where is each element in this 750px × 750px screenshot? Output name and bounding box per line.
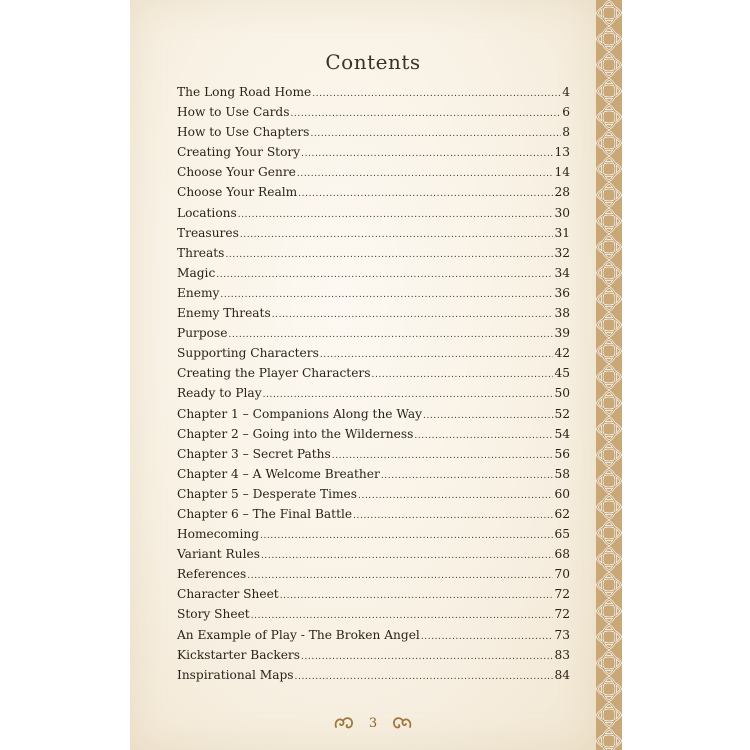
toc-entry[interactable] [177,363,570,383]
toc-entry-title: Character Sheet [177,587,279,602]
toc-entry-title: Chapter 2 – Going into the Wilderness [177,426,414,441]
toc-entry-page: 8 [562,125,570,140]
page-footer [130,715,616,731]
toc-entry[interactable] [177,544,570,564]
toc-dot-leader [312,84,561,104]
toc-entry[interactable] [177,645,570,665]
toc-entry-title: Homecoming [177,527,260,542]
toc-dot-leader [240,225,554,245]
toc-entry-page: 68 [554,547,570,562]
toc-dot-leader [301,144,553,164]
toc-dot-leader [298,184,553,204]
toc-entry-page: 34 [554,265,570,280]
toc-entry[interactable] [177,484,570,504]
toc-entry[interactable] [177,564,570,584]
toc-dot-leader [421,627,554,647]
toc-dot-leader [280,586,554,606]
toc-entry[interactable] [177,263,570,283]
toc-entry[interactable] [177,665,570,685]
page-title: Contents [325,50,421,74]
toc-entry[interactable] [177,625,570,645]
toc-entry-page: 60 [554,486,570,501]
toc-entry-title: Locations [177,205,237,220]
toc-entry-page: 83 [554,647,570,662]
toc-entry[interactable] [177,424,570,444]
toc-entry[interactable] [177,82,570,102]
toc-entry-title: Chapter 6 – The Final Battle [177,506,353,521]
toc-entry-page: 56 [554,446,570,461]
toc-entry-page: 42 [554,346,570,361]
toc-entry-title: Choose Your Realm [177,185,298,200]
toc-dot-leader [358,486,553,506]
toc-entry-page: 45 [554,366,570,381]
toc-dot-leader [372,365,554,385]
toc-dot-leader [260,526,553,546]
toc-dot-leader [247,566,553,586]
toc-dot-leader [381,466,554,486]
toc-entry-page: 4 [562,85,570,99]
toc-entry-title: Threats [177,245,225,260]
toc-entry[interactable] [177,243,570,263]
toc-entry-page: 31 [554,225,570,240]
toc-entry[interactable] [177,182,570,202]
toc-entry-title: Creating Your Story [177,145,301,160]
toc-entry-page: 28 [554,185,570,200]
toc-entry-page: 62 [554,506,570,521]
toc-entry-title: An Example of Play - The Broken Angel [177,627,420,642]
toc-entry-page: 6 [562,105,570,120]
toc-entry-title: Choose Your Genre [177,165,296,180]
toc-dot-leader [261,546,554,566]
toc-entry[interactable] [177,584,570,604]
toc-entry-page: 39 [554,326,570,341]
toc-entry-title: Creating the Player Characters [177,366,371,381]
toc-entry[interactable] [177,283,570,303]
toc-entry[interactable] [177,223,570,243]
toc-entry-title: Enemy Threats [177,306,271,321]
toc-entry-title: How to Use Cards [177,105,290,120]
toc-entry-page: 54 [554,426,570,441]
toc-entry-title: Ready to Play [177,386,262,401]
toc-entry-title: References [177,567,247,582]
toc-dot-leader [290,104,561,124]
toc-entry[interactable] [177,162,570,182]
toc-entry-title: Treasures [177,225,239,240]
toc-entry[interactable] [177,504,570,524]
scroll-ornament-left-icon [333,715,355,731]
toc-entry[interactable] [177,303,570,323]
toc-dot-leader [332,446,554,466]
toc-dot-leader [272,305,554,325]
toc-dot-leader [225,245,553,265]
toc-entry-title: Variant Rules [177,547,260,562]
toc-entry[interactable] [177,444,570,464]
toc-entry-page: 32 [554,245,570,260]
toc-entry-page: 58 [554,466,570,481]
toc-entry-title: Inspirational Maps [177,667,294,682]
toc-entry[interactable] [177,383,570,403]
toc-entry-page: 14 [554,165,570,180]
toc-entry-title: Enemy [177,285,220,300]
toc-dot-leader [423,406,553,426]
toc-dot-leader [320,345,554,365]
toc-entry[interactable] [177,524,570,544]
toc-dot-leader [310,124,561,144]
toc-entry-title: Kickstarter Backers [177,647,300,662]
toc-dot-leader [238,205,554,225]
toc-entry[interactable] [177,102,570,122]
toc-entry-title: Supporting Characters [177,346,319,361]
scroll-ornament-right-icon [391,715,413,731]
toc-entry-page: 38 [554,306,570,321]
toc-entry-page: 13 [554,145,570,160]
toc-entry[interactable] [177,464,570,484]
toc-entry-page: 52 [554,406,570,421]
toc-dot-leader [353,506,553,526]
toc-entry-title: Chapter 5 – Desperate Times [177,486,358,501]
celtic-knot-icon [596,0,622,750]
toc-entry-title: Story Sheet [177,607,250,622]
toc-entry-page: 70 [554,567,570,582]
toc-entry[interactable] [177,203,570,223]
toc-entry[interactable] [177,142,570,162]
toc-entry-title: Chapter 4 – A Welcome Breather [177,466,380,481]
toc-dot-leader [297,164,554,184]
toc-entry-page: 30 [554,205,570,220]
toc-entry-title: Chapter 1 – Companions Along the Way [177,406,423,421]
toc-entry-title: Purpose [177,326,228,341]
toc-dot-leader [301,647,553,667]
toc-entry-page: 72 [554,587,570,602]
toc-entry[interactable] [177,343,570,363]
toc-entry[interactable] [177,404,570,424]
toc-entry-title: The Long Road Home [177,85,312,99]
toc-entry-page: 72 [554,607,570,622]
toc-entry[interactable] [177,122,570,142]
celtic-knot-border [596,0,622,750]
toc-dot-leader [220,285,553,305]
toc-dot-leader [216,265,553,285]
toc-entry-page: 36 [554,285,570,300]
toc-entry-page: 84 [554,667,570,682]
toc-entry-title: Magic [177,265,216,280]
toc-dot-leader [263,385,554,405]
toc-entry-title: How to Use Chapters [177,125,310,140]
toc-entry-page: 65 [554,527,570,542]
toc-dot-leader [251,606,554,626]
toc-entry-title: Chapter 3 – Secret Paths [177,446,331,461]
table-of-contents [177,82,570,685]
toc-entry-page: 73 [554,627,570,642]
toc-entry-page: 50 [554,386,570,401]
toc-dot-leader [295,667,554,687]
page-number: 3 [368,715,378,731]
toc-entry[interactable] [177,604,570,624]
toc-dot-leader [228,325,553,345]
toc-dot-leader [414,426,553,446]
toc-entry[interactable] [177,323,570,343]
